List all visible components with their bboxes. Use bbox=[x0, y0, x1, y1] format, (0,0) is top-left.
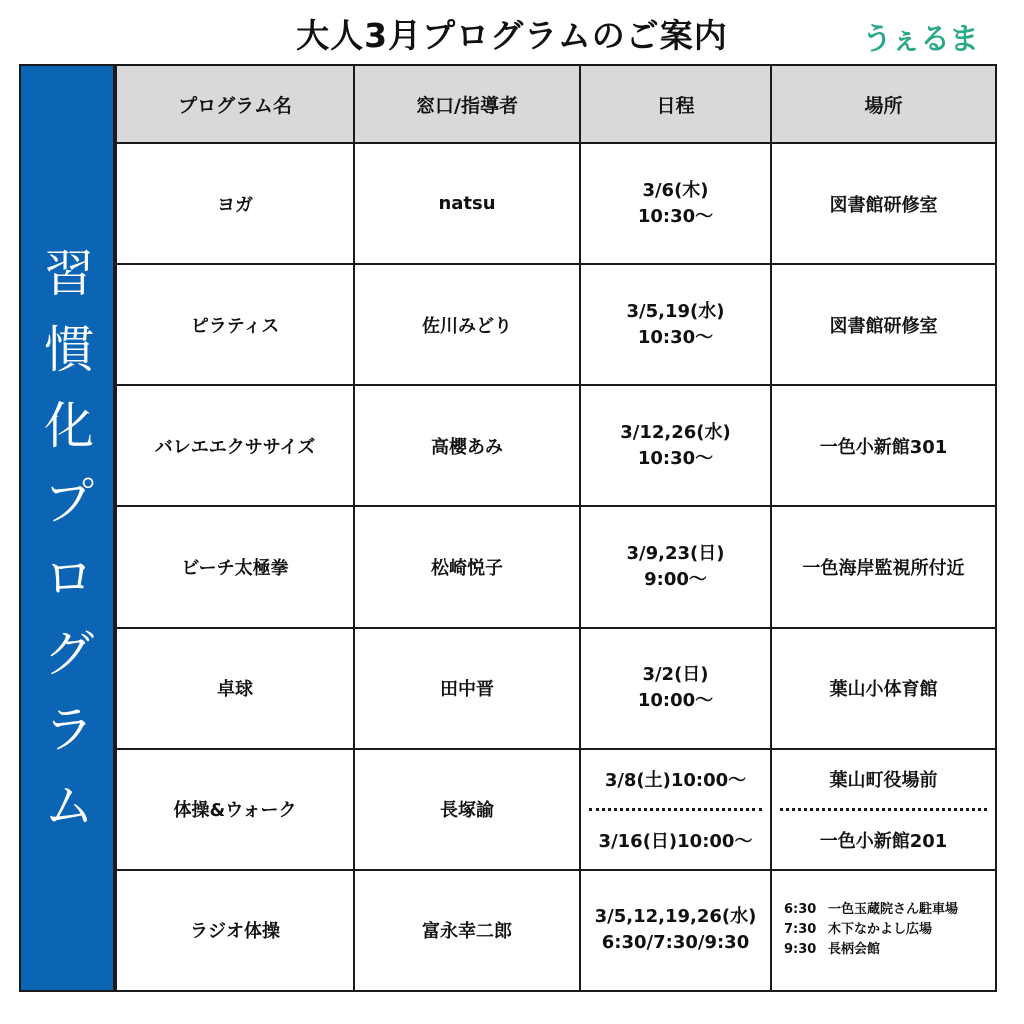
sidebar-char: 習 bbox=[44, 245, 94, 303]
program-name: 体操&ウォーク bbox=[116, 749, 354, 870]
schedule-date: 3/9,23(日) bbox=[626, 543, 725, 565]
schedule-date: 3/6(木) bbox=[642, 179, 709, 201]
program-name: ビーチ太極拳 bbox=[116, 506, 354, 627]
program-name: 卓球 bbox=[116, 628, 354, 749]
schedule-date: 3/12,26(水) bbox=[620, 421, 731, 443]
schedule-date: 3/2(日) bbox=[642, 664, 709, 686]
place-slot bbox=[784, 900, 995, 920]
table-row bbox=[116, 506, 996, 627]
header-schedule: 日程 bbox=[580, 65, 771, 143]
schedule bbox=[580, 506, 771, 627]
instructor: 長塚諭 bbox=[354, 749, 580, 870]
sidebar-banner bbox=[19, 64, 115, 992]
place: 葉山小体育館 bbox=[771, 628, 996, 749]
program-table bbox=[115, 64, 997, 992]
instructor: 松崎悦子 bbox=[354, 506, 580, 627]
sidebar-char: ラ bbox=[44, 701, 94, 759]
schedule bbox=[580, 749, 771, 870]
schedule bbox=[580, 264, 771, 385]
schedule-time: 10:00〜 bbox=[637, 690, 714, 712]
program-name: ヨガ bbox=[116, 143, 354, 264]
table-row bbox=[116, 264, 996, 385]
schedule bbox=[580, 385, 771, 506]
schedule bbox=[580, 143, 771, 264]
place bbox=[771, 749, 996, 870]
slot-time: 7:30 bbox=[784, 922, 817, 938]
header-place: 場所 bbox=[771, 65, 996, 143]
header-program-name: プログラム名 bbox=[116, 65, 354, 143]
sidebar-char: グ bbox=[44, 625, 94, 683]
instructor: 田中晋 bbox=[354, 628, 580, 749]
table-row bbox=[116, 628, 996, 749]
place-slot bbox=[784, 920, 995, 940]
table-row bbox=[116, 143, 996, 264]
schedule-date: 3/5,19(水) bbox=[626, 300, 725, 322]
sidebar-char: ロ bbox=[44, 549, 94, 607]
schedule-session-2: 3/16(日)10:00〜 bbox=[598, 830, 753, 852]
table-row bbox=[116, 749, 996, 870]
place: 図書館研修室 bbox=[771, 143, 996, 264]
table-row bbox=[116, 870, 996, 991]
schedule-time: 10:30〜 bbox=[637, 205, 714, 227]
slot-place: 長柄会館 bbox=[828, 942, 881, 958]
program-name: ラジオ体操 bbox=[116, 870, 354, 991]
slot-place: 木下なかよし広場 bbox=[828, 922, 933, 938]
slot-time: 9:30 bbox=[784, 942, 817, 958]
sidebar-char: 化 bbox=[44, 397, 94, 455]
schedule bbox=[580, 628, 771, 749]
place: 一色小新館301 bbox=[771, 385, 996, 506]
sidebar-char: プ bbox=[44, 473, 94, 531]
schedule-date: 3/5,12,19,26(水) bbox=[594, 906, 757, 928]
schedule-session-1: 3/8(土)10:00〜 bbox=[604, 769, 747, 791]
schedule-time: 6:30/7:30/9:30 bbox=[601, 932, 750, 954]
header-instructor: 窓口/指導者 bbox=[354, 65, 580, 143]
place: 図書館研修室 bbox=[771, 264, 996, 385]
place-session-1: 葉山町役場前 bbox=[829, 769, 938, 791]
table-row bbox=[116, 385, 996, 506]
program-name: ピラティス bbox=[116, 264, 354, 385]
place: 一色海岸監視所付近 bbox=[771, 506, 996, 627]
place-slot bbox=[784, 940, 995, 960]
schedule bbox=[580, 870, 771, 991]
slot-place: 一色玉蔵院さん駐車場 bbox=[828, 902, 959, 918]
place bbox=[771, 870, 996, 991]
instructor: 佐川みどり bbox=[354, 264, 580, 385]
place-session-2: 一色小新館201 bbox=[819, 830, 948, 852]
sidebar-char: ム bbox=[44, 777, 94, 835]
schedule-time: 10:30〜 bbox=[637, 326, 714, 348]
schedule-time: 10:30〜 bbox=[637, 447, 714, 469]
sidebar-vertical-title bbox=[21, 236, 117, 844]
program-name: バレエエクササイズ bbox=[116, 385, 354, 506]
table-header-row bbox=[116, 65, 996, 143]
instructor: natsu bbox=[354, 143, 580, 264]
welma-logo: うぇるま bbox=[862, 22, 978, 57]
sidebar-char: 慣 bbox=[44, 321, 94, 379]
slot-time: 6:30 bbox=[784, 902, 817, 918]
instructor: 富永幸二郎 bbox=[354, 870, 580, 991]
page-title: 大人3月プログラムのご案内 bbox=[296, 16, 728, 55]
schedule-time: 9:00〜 bbox=[644, 569, 707, 591]
instructor: 高櫻あみ bbox=[354, 385, 580, 506]
